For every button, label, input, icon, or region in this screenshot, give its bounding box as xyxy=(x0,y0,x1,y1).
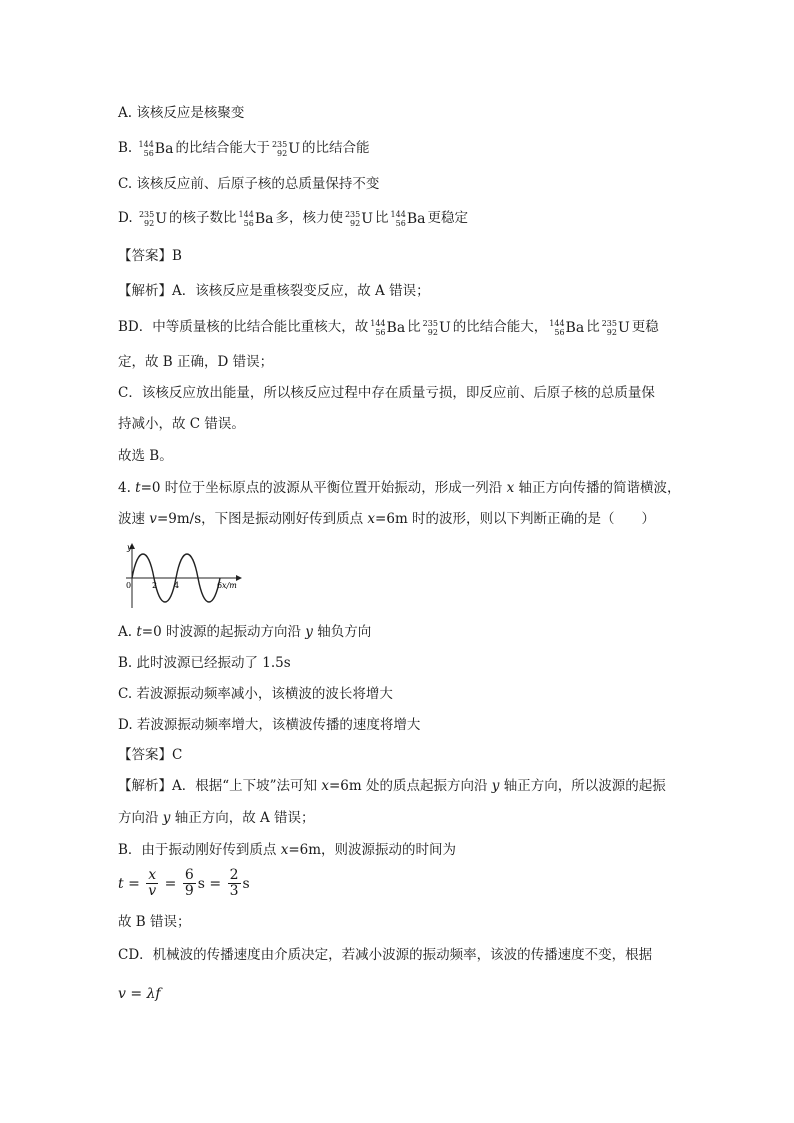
mass-number: 235 xyxy=(422,318,438,328)
mass-number: 235 xyxy=(344,209,361,219)
atomic-number: 56 xyxy=(375,327,386,337)
q3-answer: 【答案】B xyxy=(118,248,182,264)
text: 的核子数比 xyxy=(169,210,237,226)
tick-label-2: 2 xyxy=(152,581,158,590)
atomic-number: 92 xyxy=(427,327,438,337)
fraction-x-over-v xyxy=(146,868,158,899)
denominator: 3 xyxy=(229,883,239,899)
element-symbol: U xyxy=(288,140,301,157)
q3-option-a: A. 该核反应是核聚变 xyxy=(118,105,245,121)
var-x: x xyxy=(280,842,289,858)
text: 多，核力使 xyxy=(275,210,343,226)
element-symbol: U xyxy=(438,319,451,336)
var-v: v xyxy=(118,986,126,1002)
text: =6m 处的质点起振方向沿 xyxy=(328,778,492,794)
nuclide-u xyxy=(272,139,300,159)
mass-number: 235 xyxy=(271,139,288,149)
var-y: y xyxy=(305,624,313,640)
tick-label-4: 4 xyxy=(174,581,180,590)
element-symbol: U xyxy=(155,210,168,227)
q4-analysis-b-end: 故 B 错误； xyxy=(118,914,191,930)
var-t: t xyxy=(135,480,141,496)
nuclide-ba xyxy=(549,318,584,338)
text: =9m/s，下图是振动刚好传到质点 xyxy=(156,511,368,527)
text: =0 时波源的起振动方向沿 xyxy=(141,624,306,640)
var-x: x xyxy=(367,511,376,527)
text: =6m，则波源振动的时间为 xyxy=(288,842,457,858)
text: B．由于振动刚好传到质点 xyxy=(118,842,281,858)
nuclide-ba xyxy=(139,139,174,159)
q4-option-a xyxy=(118,622,371,642)
nuclide-u xyxy=(139,209,167,229)
nuclide-ba xyxy=(391,209,426,229)
q4-stem-line2 xyxy=(118,509,655,529)
q4-option-b: B. 此时波源已经振动了 1.5s xyxy=(118,655,291,671)
var-y: y xyxy=(162,810,171,826)
question-number: 4. xyxy=(118,480,136,496)
q3-conclusion: 故选 B。 xyxy=(118,448,173,464)
text: 的比结合能 xyxy=(302,140,370,156)
text: 轴正方向，所以波源的起振 xyxy=(499,778,666,794)
option-label: D. xyxy=(118,210,137,226)
fraction-2-over-3 xyxy=(228,868,241,899)
var-x: x xyxy=(506,480,515,496)
lambda-f: λf xyxy=(146,986,161,1002)
q3-option-d xyxy=(118,208,468,229)
equals: = xyxy=(125,986,147,1002)
q4-analysis-b xyxy=(118,840,456,860)
numerator: 6 xyxy=(184,867,194,883)
y-axis-label: y xyxy=(127,543,132,552)
var-x: x xyxy=(321,778,329,794)
element-symbol: Ba xyxy=(565,319,585,336)
element-symbol: U xyxy=(361,210,374,227)
equals: = xyxy=(123,875,145,892)
var-t: t xyxy=(118,875,124,892)
text: 轴负方向 xyxy=(312,624,372,640)
element-symbol: U xyxy=(617,319,630,336)
atomic-number: 56 xyxy=(395,218,406,228)
text: 【解析】A．根据“上下坡”法可知 xyxy=(118,778,322,794)
wave-graph xyxy=(118,540,248,612)
option-label: B. xyxy=(118,140,137,156)
var-t: t xyxy=(136,624,142,640)
q4-option-c: C. 若波源振动频率减小，该横波的波长将增大 xyxy=(118,686,393,702)
nuclide-u xyxy=(423,318,451,338)
text: 轴正方向，故 A 错误； xyxy=(170,810,315,826)
element-symbol: Ba xyxy=(254,210,274,227)
element-symbol: Ba xyxy=(386,319,406,336)
q4-stem-line1 xyxy=(118,478,681,498)
q4-option-d: D. 若波源振动频率增大，该横波传播的速度将增大 xyxy=(118,717,421,733)
q3-option-b xyxy=(118,138,370,159)
text: 更稳定 xyxy=(427,210,468,226)
wave-speed-formula xyxy=(118,986,161,1002)
q3-analysis-bd-cont: 定，故 B 正确，D 错误； xyxy=(118,354,274,370)
text: BD．中等质量核的比结合能比重核大，故 xyxy=(118,319,369,335)
q4-analysis-a-cont xyxy=(118,808,315,828)
text: 比 xyxy=(586,319,600,335)
q4-analysis-cd: CD．机械波的传播速度由介质决定，若减小波源的振动频率，该波的传播速度不变，根据 xyxy=(118,947,653,963)
mass-number: 144 xyxy=(138,139,154,149)
mass-number: 235 xyxy=(601,318,617,328)
atomic-number: 92 xyxy=(606,327,617,337)
atomic-number: 92 xyxy=(277,148,288,158)
x-axis-label: x/m xyxy=(222,581,237,590)
text: =6m 时的波形，则以下判断正确的是（ ） xyxy=(375,511,656,527)
text: 轴正方向传播的简谐横波， xyxy=(514,480,681,496)
atomic-number: 92 xyxy=(350,218,361,228)
element-symbol: Ba xyxy=(154,140,174,157)
text: 方向沿 xyxy=(118,810,163,826)
numerator: x xyxy=(148,867,157,883)
q4-answer: 【答案】C xyxy=(118,747,183,763)
text: =0 时位于坐标原点的波源从平衡位置开始振动，形成一列沿 xyxy=(140,480,507,496)
atomic-number: 92 xyxy=(144,218,155,228)
mass-number: 144 xyxy=(549,318,565,328)
text: 更稳 xyxy=(631,319,659,335)
q3-option-c: C. 该核反应前、后原子核的总质量保持不变 xyxy=(118,176,380,192)
var-y: y xyxy=(491,778,500,794)
origin-label: 0 xyxy=(126,581,132,590)
mass-number: 235 xyxy=(138,209,155,219)
q3-analysis-a: 【解析】A．该核反应是重核裂变反应，故 A 错误； xyxy=(118,283,430,299)
q3-analysis-c: C．该核反应放出能量，所以核反应过程中存在质量亏损，即反应前、后原子核的总质量保 xyxy=(118,385,655,401)
nuclide-u xyxy=(345,209,373,229)
time-formula xyxy=(118,868,250,899)
mass-number: 144 xyxy=(390,209,406,219)
nuclide-u xyxy=(602,318,630,338)
tick-label-6: 6 xyxy=(217,581,223,590)
denominator: v xyxy=(148,883,157,899)
text: 比 xyxy=(407,319,421,335)
nuclide-ba xyxy=(370,318,405,338)
mass-number: 144 xyxy=(238,209,254,219)
atomic-number: 56 xyxy=(143,148,154,158)
text: 的比结合能大于 xyxy=(175,140,270,156)
numerator: 2 xyxy=(229,867,239,883)
x-axis-arrow xyxy=(236,575,242,581)
fraction-6-over-9 xyxy=(183,868,196,899)
mass-number: 144 xyxy=(370,318,386,328)
unit-equals: s = xyxy=(197,875,226,892)
text: 比 xyxy=(375,210,389,226)
denominator: 9 xyxy=(184,883,194,899)
q3-analysis-c-cont: 持减小，故 C 错误。 xyxy=(118,416,245,432)
nuclide-ba xyxy=(239,209,274,229)
unit: s xyxy=(242,875,250,892)
equals: = xyxy=(160,875,181,892)
text: 波速 xyxy=(118,511,150,527)
text: 的比结合能大， xyxy=(452,319,548,335)
element-symbol: Ba xyxy=(406,210,426,227)
atomic-number: 56 xyxy=(554,327,565,337)
q3-analysis-bd xyxy=(118,317,659,338)
option-label: A. xyxy=(118,624,137,640)
var-v: v xyxy=(149,511,157,527)
atomic-number: 56 xyxy=(243,218,254,228)
q4-analysis-a xyxy=(118,776,666,796)
